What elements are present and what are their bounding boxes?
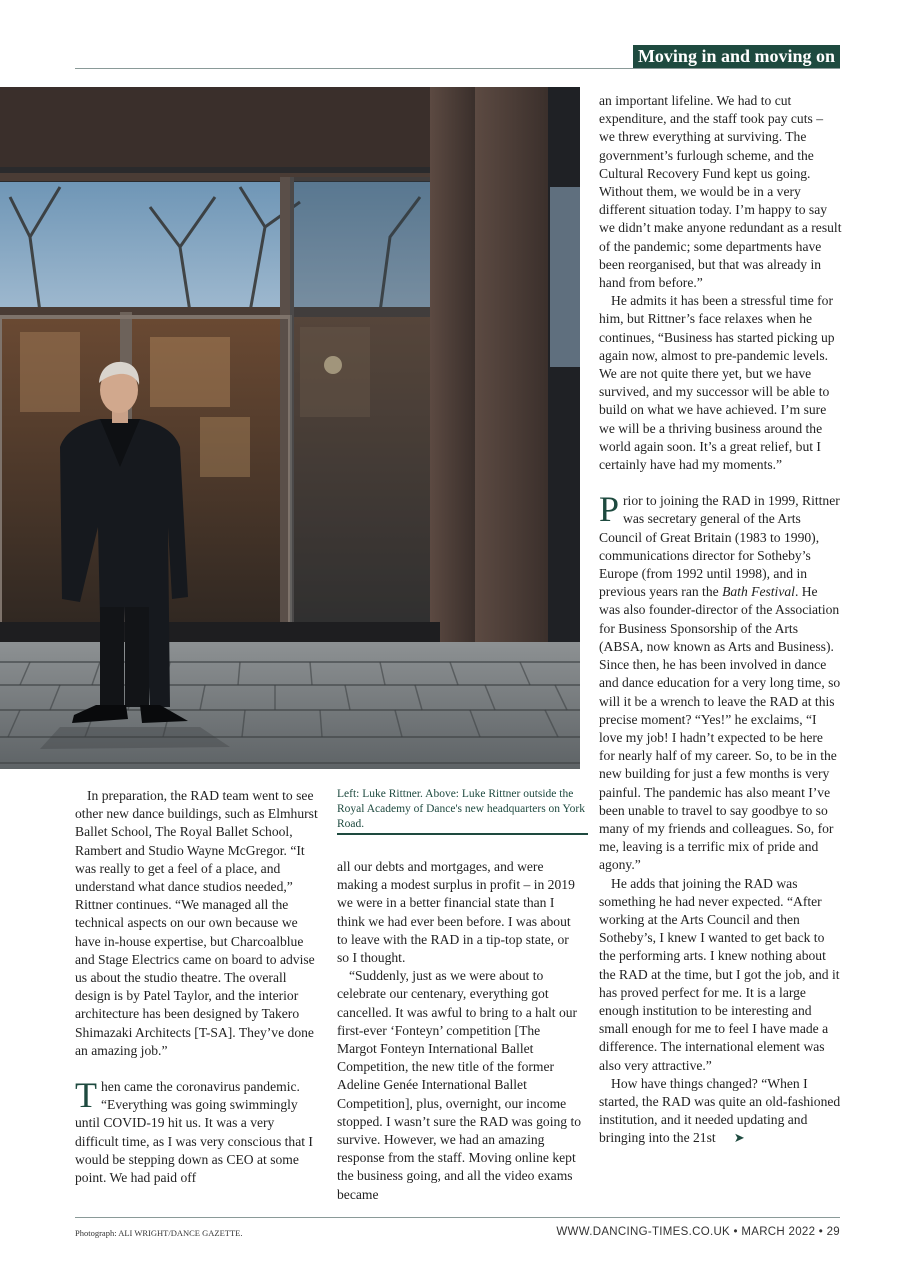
paragraph: all our debts and mortgages, and were making a modest surplus in profit – in 2019 we were in a better financial state than I think we had ever been before. I was about to leave with the RAD in a tip-top state, or so I thought.: [337, 859, 575, 966]
photo-caption: Left: Luke Rittner. Above: Luke Rittner outside the Royal Academy of Dance's new headquarters on York Road.: [337, 788, 585, 830]
photo-credit: Photograph: ALI WRIGHT/DANCE GAZETTE.: [75, 1228, 243, 1238]
paragraph: [75, 1075, 320, 1187]
paragraph: “Suddenly, just as we were about to celebrate our centenary, everything got cancelled. It was awful to bring to a halt our first-ever ‘Fonteyn’ competition [The Margot Fonteyn International Ballet Competition, the new title of the former Adeline Genée International Ballet Competition], plus, overnight, our income stopped. I wasn’t sure the RAD was going to survive. However, we had an amazing response from the staff. Moving online kept the business going, and all the video exams became: [337, 968, 582, 1202]
paragraph: [599, 489, 842, 874]
photo-illustration: [0, 87, 580, 769]
page-folio: WWW.DANCING-TIMES.CO.UK • MARCH 2022 • 29: [556, 1226, 840, 1238]
column-3: [599, 92, 842, 1148]
feature-photo: [0, 87, 580, 769]
festival-title: Bath Festival: [722, 584, 795, 600]
paragraph-text: hen came the coronavirus pandemic. “Everything was going swimmingly until COVID-19 hit us. It was a very difficult time, as I was very conscious that I would be stepping down as CEO at some point. We had paid off: [75, 1079, 313, 1186]
continue-arrow-icon: ➤: [733, 1130, 745, 1146]
drop-cap: T: [75, 1075, 97, 1116]
paragraph: In preparation, the RAD team went to see other new dance buildings, such as Elmhurst Ballet School, The Royal Ballet School, Rambert and Studio Wayne McGregor. “It was really to get a feel of a place, and understand what dance studios needed,” Rittner continues. “We managed all the technical aspects on our own because we have in-house expertise, but Charcoalblue and Stage Electrics came on board to advise us about the studio theatre. The overall design is by Patel Taylor, and the interior architecture has been designed by Takero Shimazaki Architects [T-SA]. They’ve done an amazing job.”: [75, 788, 318, 1058]
column-1: [75, 787, 320, 1187]
footer-rule: [75, 1217, 840, 1218]
paragraph: [599, 1075, 842, 1148]
paragraph-text: How have things changed? “When I started, the RAD was quite an old-fashioned institution, and it needed updating and bringing into the 21st: [599, 1075, 841, 1146]
paragraph: He adds that joining the RAD was something he had never expected. “After working at the Arts Council and then Sotheby’s, I knew I wanted to get back to the performing arts. I knew nothing about the RAD at the time, but I got the job, and it has proved perfect for me. It is a large enough institution to be interesting and small enough for me to feel I have made a difference. The international element was also very attractive.”: [599, 875, 840, 1073]
paragraph-text: . He was also founder-director of the Association for Business Sponsorship of the Arts (ABSA, now known as Arts and Business). Since then, he has been involved in dance and dance education for a very long time, so will it be a wrench to leave the RAD at this precise moment? “Yes!” he exclaims, “I love my job! I hadn’t expected to be here for nearly half of my career. So, to be in the new building for just a few months is very painful. The pandemic has also meant I’ve been unable to travel to say goodbye to so many of my friends and colleagues. So, for me, leaving is a terrific mix of pride and agony.”: [599, 584, 841, 873]
column-2: [337, 858, 582, 1204]
caption-rule: [337, 833, 588, 835]
header-rule: [75, 68, 840, 69]
paragraph: an important lifeline. We had to cut expenditure, and the staff took pay cuts – we threw everything at surviving. The government’s furlough scheme, and the Cultural Recovery Fund kept us going. Without them, we would be in a very different situation today. I’m happy to say we didn’t make anyone redundant as a result of the pandemic; some departments have been reorganised, but that was already in hand from before.”: [599, 93, 842, 291]
drop-cap: P: [599, 489, 620, 530]
section-tag: Moving in and moving on: [633, 45, 840, 68]
paragraph: He admits it has been a stressful time for him, but Rittner’s face relaxes when he continues, “Business has started picking up again now, almost to pre-pandemic levels. We are not quite there yet, but we have survived, and my successor will be able to build on what we have achieved. I’m sure we will be a thriving business around the world again soon. It’s a great relief, but I certainly have had my moments.”: [599, 293, 835, 473]
paragraph-text: rior to joining the RAD in 1999, Rittner was secretary general of the Arts Council of Great Britain (1983 to 1990), communications director for Sotheby’s Europe (from 1992 until 1998), and in previous years ran the: [599, 493, 840, 600]
